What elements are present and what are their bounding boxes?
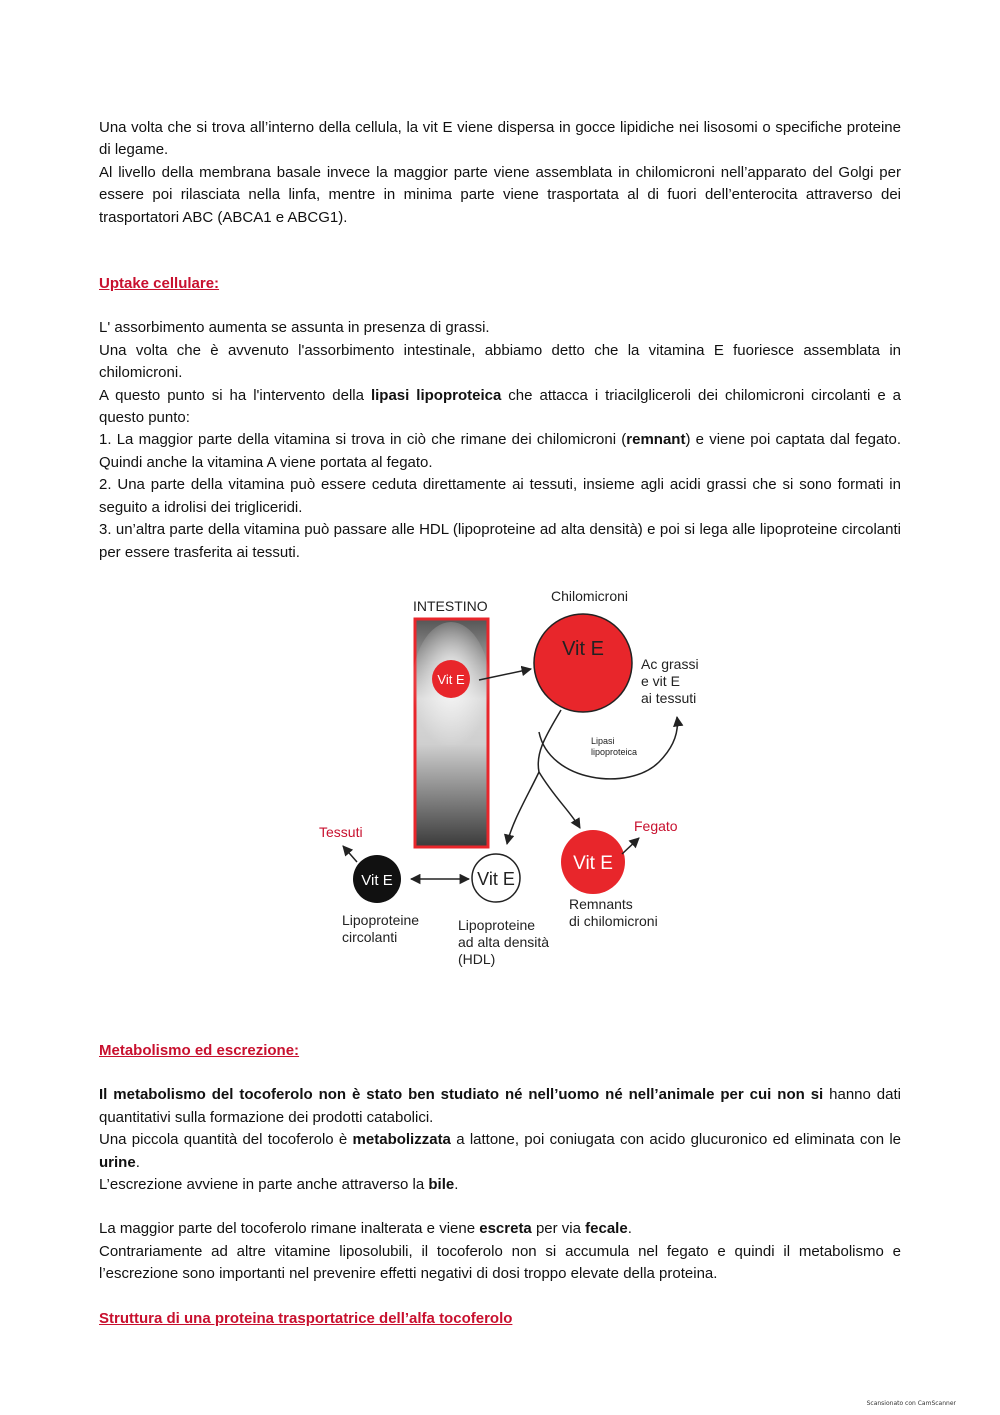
ac-grassi-line-1: Ac grassi	[641, 655, 699, 672]
circulating-vit-e-label: Vit E	[361, 871, 393, 889]
uptake-heading: Uptake cellulare:	[99, 275, 220, 293]
metabolismo-paragraph-3: L’escrezione avviene in parte anche attraverso la bile.	[99, 1175, 459, 1193]
metabolismo-paragraph-2: Una piccola quantità del tocoferolo è metabolizzata a lattone, poi coniugata con acido glucuronico ed eliminata con le urine.	[99, 1131, 902, 1171]
ac-grassi-line-2: e vit E	[641, 672, 680, 689]
vitamin-e-transport-diagram	[99, 582, 901, 1002]
hdl-vit-e-label: Vit E	[477, 868, 515, 889]
fegato-label: Fegato	[634, 817, 678, 834]
hdl-line-1: Lipoproteine	[458, 916, 536, 933]
lipo-circ-line-2: circolanti	[342, 928, 398, 945]
chylomicron-vit-e-label: Vit E	[562, 637, 604, 660]
remnants-line-1: Remnants	[569, 895, 633, 912]
arrow-to-hdl	[507, 772, 539, 844]
metabolismo-paragraph-1: Il metabolismo del tocoferolo non è stato ben studiato né nell’uomo né nell’animale per cui non si hanno dati quantitativi sulla formazione dei prodotti catabolici.	[99, 1086, 901, 1126]
uptake-line-3: A questo punto si ha l'intervento della lipasi lipoproteica che attacca i triacilgliceroli dei chilomicroni circolanti e a questo punto:	[99, 386, 902, 427]
intestine-vit-e-label: Vit E	[437, 671, 465, 687]
lipasi-line-2: lipoproteica	[591, 746, 638, 757]
chylomicron-circle	[534, 614, 632, 712]
remnants-line-2: di chilomicroni	[569, 912, 658, 929]
arrow-to-fegato	[622, 838, 639, 854]
intro-paragraph-1: Una volta che si trova all’interno della cellula, la vit E viene dispersa in gocce lipidiche nei lisosomi o specifiche proteine di legame.	[99, 119, 901, 159]
tessuti-label: Tessuti	[319, 823, 363, 840]
metabolismo-paragraph-5: Contrariamente ad altre vitamine liposolubili, il tocoferolo non si accumula nel fegato e quindi il metabolismo e l’escrezione sono importanti nel prevenire effetti negativi di dosi troppo elevate della proteina.	[99, 1242, 901, 1283]
lipasi-line-1: Lipasi	[591, 735, 615, 746]
ac-grassi-line-3: ai tessuti	[641, 689, 697, 706]
arrow-to-remnants	[539, 772, 580, 828]
hdl-line-2: ad alta densità	[458, 933, 550, 950]
uptake-item-1: 1. La maggior parte della vitamina si trova in ciò che rimane dei chilomicroni (remnant) e viene poi captata dal fegato. Quindi anche la vitamina A viene portata al fegato.	[99, 431, 902, 471]
chilomicroni-label: Chilomicroni	[551, 587, 629, 604]
uptake-line-1: L' assorbimento aumenta se assunta in presenza di grassi.	[99, 319, 490, 337]
intestino-label: INTESTINO	[413, 597, 488, 614]
metabolismo-paragraph-4: La maggior parte del tocoferolo rimane inalterata e viene escreta per via fecale.	[99, 1220, 632, 1238]
scanner-footer: Scansionato con CamScanner	[866, 1400, 956, 1407]
remnant-vit-e-label: Vit E	[573, 852, 613, 874]
lipo-circ-line-1: Lipoproteine	[342, 911, 420, 928]
intro-paragraph-2: Al livello della membrana basale invece la maggior parte viene assemblata in chilomicroni nell’apparato del Golgi per essere poi rilasciata nella linfa, mentre in minima parte viene trasportata al di fuori dell’enterocita attraverso dei trasportatori ABC (ABCA1 e ABCG1).	[99, 163, 901, 226]
struttura-heading: Struttura di una proteina trasportatrice dell’alfa tocoferolo	[99, 1309, 513, 1327]
arrow-to-tessuti	[343, 846, 357, 862]
hdl-line-3: (HDL)	[458, 950, 496, 967]
uptake-item-3: 3. un’altra parte della vitamina può passare alle HDL (lipoproteine ad alta densità) e poi si lega alle lipoproteine circolanti per essere trasferita ai tessuti.	[99, 521, 901, 561]
document-body	[99, 117, 901, 1330]
uptake-line-2: Una volta che è avvenuto l'assorbimento intestinale, abbiamo detto che la vitamina E fuoriesce assemblata in chilomicroni.	[99, 341, 901, 382]
metabolismo-heading: Metabolismo ed escrezione:	[99, 1041, 300, 1059]
uptake-item-2: 2. Una parte della vitamina può essere ceduta direttamente ai tessuti, insieme agli acidi grassi che si sono formati in seguito a idrolisi dei trigliceridi.	[99, 476, 901, 516]
